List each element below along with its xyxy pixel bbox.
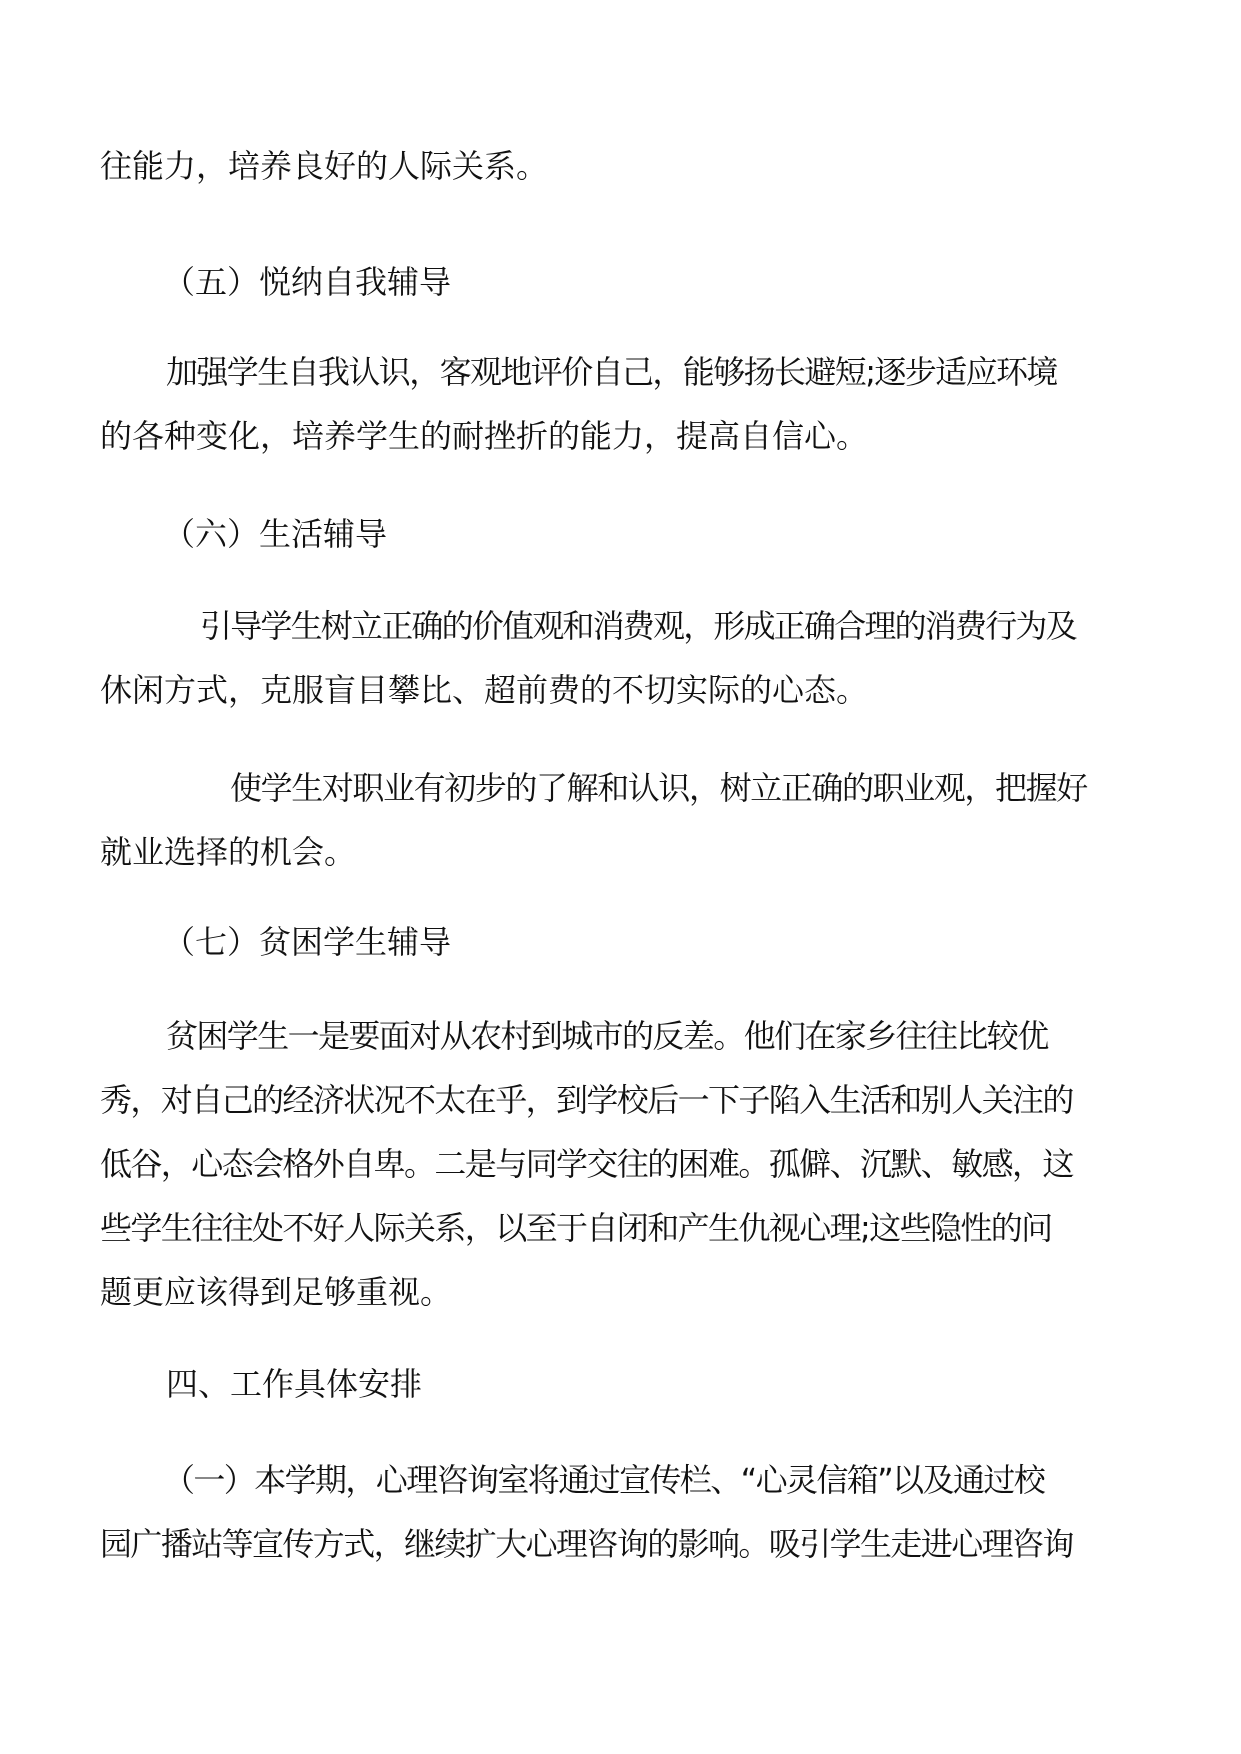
section-heading-7: （七）贫困学生辅导: [163, 923, 452, 961]
text-line-9: 就业选择的机会。: [100, 833, 357, 871]
text-line-6: 引导学生树立正确的价值观和消费观，形成正确合理的消费行为及: [200, 607, 1076, 645]
text-line-14: 些学生往往处不好人际关系，以至于自闭和产生仇视心理;这些隐性的问: [100, 1209, 1052, 1247]
section-heading-4: 四、工作具体安排: [166, 1365, 423, 1403]
text-line-13: 低谷，心态会格外自卑。二是与同学交往的困难。孤僻、沉默、敏感，这: [100, 1145, 1073, 1183]
text-line-4: 的各种变化，培养学生的耐挫折的能力，提高自信心。: [100, 417, 869, 455]
text-line-8: 使学生对职业有初步的了解和认识，树立正确的职业观，把握好: [230, 769, 1087, 807]
text-line-17: （一）本学期，心理咨询室将通过宣传栏、“心灵信箱”以及通过校: [163, 1461, 1045, 1499]
text-line-3: 加强学生自我认识，客观地评价自己，能够扬长避短;逐步适应环境: [166, 353, 1057, 391]
section-heading-5: （五）悦纳自我辅导: [163, 263, 452, 301]
section-heading-6: （六）生活辅导: [163, 515, 388, 553]
text-line-7: 休闲方式，克服盲目攀比、超前费的不切实际的心态。: [100, 671, 869, 709]
text-line-15: 题更应该得到足够重视。: [100, 1273, 453, 1311]
text-line-1: 往能力，培养良好的人际关系。: [100, 147, 549, 185]
text-line-12: 秀，对自己的经济状况不太在乎，到学校后一下子陷入生活和别人关注的: [100, 1081, 1073, 1119]
text-line-11: 贫困学生一是要面对从农村到城市的反差。他们在家乡往往比较优: [166, 1017, 1048, 1055]
text-line-18: 园广播站等宣传方式，继续扩大心理咨询的影响。吸引学生走进心理咨询: [100, 1525, 1073, 1563]
